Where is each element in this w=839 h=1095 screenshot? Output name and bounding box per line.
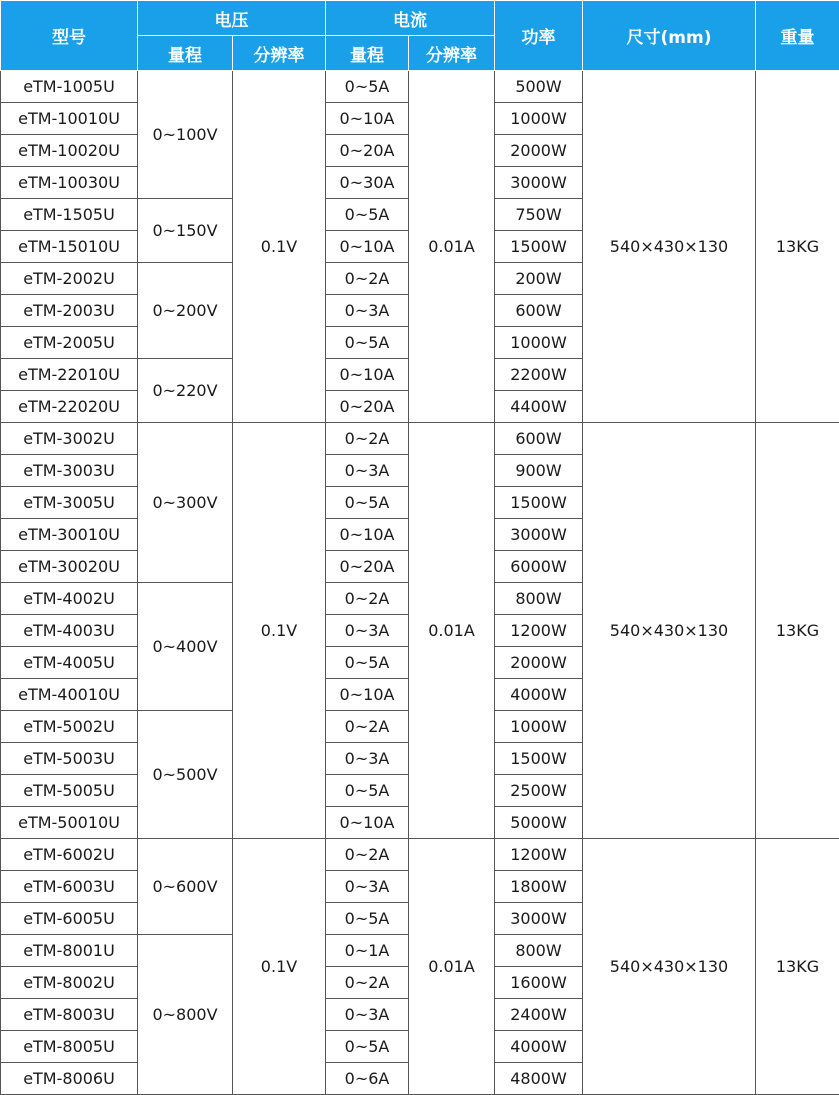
current-range-cell: 0~3A — [326, 871, 409, 903]
voltage-range-cell: 0~600V — [138, 839, 233, 935]
table-body — [1, 71, 839, 1095]
model-cell: eTM-8003U — [1, 999, 138, 1031]
weight-cell: 13KG — [756, 839, 839, 1095]
current-resolution-cell: 0.01A — [409, 839, 495, 1095]
power-cell: 1800W — [495, 871, 583, 903]
power-cell: 1500W — [495, 487, 583, 519]
model-cell: eTM-40010U — [1, 679, 138, 711]
power-cell: 4000W — [495, 679, 583, 711]
table-row — [1, 839, 839, 871]
model-cell: eTM-10010U — [1, 103, 138, 135]
header-weight: 重量 — [756, 1, 839, 71]
model-cell: eTM-2003U — [1, 295, 138, 327]
power-cell: 500W — [495, 71, 583, 103]
current-range-cell: 0~1A — [326, 935, 409, 967]
current-range-cell: 0~2A — [326, 583, 409, 615]
current-range-cell: 0~3A — [326, 743, 409, 775]
power-cell: 4800W — [495, 1063, 583, 1095]
power-cell: 5000W — [495, 807, 583, 839]
model-cell: eTM-4003U — [1, 615, 138, 647]
model-cell: eTM-50010U — [1, 807, 138, 839]
current-range-cell: 0~20A — [326, 135, 409, 167]
voltage-range-cell: 0~800V — [138, 935, 233, 1095]
power-cell: 2400W — [495, 999, 583, 1031]
power-cell: 3000W — [495, 903, 583, 935]
voltage-range-cell: 0~220V — [138, 359, 233, 423]
power-cell: 1200W — [495, 839, 583, 871]
power-cell: 1000W — [495, 103, 583, 135]
model-cell: eTM-6002U — [1, 839, 138, 871]
size-cell: 540×430×130 — [583, 423, 756, 839]
power-cell: 600W — [495, 423, 583, 455]
current-range-cell: 0~10A — [326, 807, 409, 839]
model-cell: eTM-15010U — [1, 231, 138, 263]
model-cell: eTM-2002U — [1, 263, 138, 295]
power-cell: 3000W — [495, 167, 583, 199]
table-row — [1, 423, 839, 455]
model-cell: eTM-1505U — [1, 199, 138, 231]
power-cell: 2000W — [495, 135, 583, 167]
voltage-range-cell: 0~400V — [138, 583, 233, 711]
current-range-cell: 0~5A — [326, 71, 409, 103]
power-cell: 1000W — [495, 711, 583, 743]
model-cell: eTM-10020U — [1, 135, 138, 167]
model-cell: eTM-5002U — [1, 711, 138, 743]
power-cell: 1500W — [495, 743, 583, 775]
model-cell: eTM-5003U — [1, 743, 138, 775]
power-cell: 900W — [495, 455, 583, 487]
model-cell: eTM-1005U — [1, 71, 138, 103]
current-range-cell: 0~5A — [326, 903, 409, 935]
weight-cell: 13KG — [756, 71, 839, 423]
voltage-range-cell: 0~300V — [138, 423, 233, 583]
power-cell: 1200W — [495, 615, 583, 647]
header-power: 功率 — [495, 1, 583, 71]
header-current-range: 量程 — [326, 36, 409, 71]
voltage-resolution-cell: 0.1V — [233, 839, 326, 1095]
voltage-range-cell: 0~100V — [138, 71, 233, 199]
current-range-cell: 0~5A — [326, 199, 409, 231]
current-resolution-cell: 0.01A — [409, 423, 495, 839]
header-current-resolution: 分辨率 — [409, 36, 495, 71]
current-range-cell: 0~5A — [326, 487, 409, 519]
current-range-cell: 0~5A — [326, 1031, 409, 1063]
current-resolution-cell: 0.01A — [409, 71, 495, 423]
table-row — [1, 71, 839, 103]
model-cell: eTM-4002U — [1, 583, 138, 615]
header-model: 型号 — [1, 1, 138, 71]
current-range-cell: 0~2A — [326, 711, 409, 743]
model-cell: eTM-30010U — [1, 519, 138, 551]
current-range-cell: 0~5A — [326, 775, 409, 807]
current-range-cell: 0~5A — [326, 647, 409, 679]
current-range-cell: 0~10A — [326, 359, 409, 391]
header-voltage-range: 量程 — [138, 36, 233, 71]
power-cell: 800W — [495, 583, 583, 615]
current-range-cell: 0~3A — [326, 295, 409, 327]
model-cell: eTM-6005U — [1, 903, 138, 935]
power-cell: 800W — [495, 935, 583, 967]
power-cell: 2000W — [495, 647, 583, 679]
header-voltage: 电压 — [138, 1, 326, 36]
current-range-cell: 0~30A — [326, 167, 409, 199]
voltage-resolution-cell: 0.1V — [233, 423, 326, 839]
model-cell: eTM-22010U — [1, 359, 138, 391]
current-range-cell: 0~20A — [326, 551, 409, 583]
current-range-cell: 0~20A — [326, 391, 409, 423]
current-range-cell: 0~5A — [326, 327, 409, 359]
model-cell: eTM-3003U — [1, 455, 138, 487]
model-cell: eTM-30020U — [1, 551, 138, 583]
current-range-cell: 0~6A — [326, 1063, 409, 1095]
header-row-top — [1, 1, 839, 36]
current-range-cell: 0~3A — [326, 999, 409, 1031]
voltage-range-cell: 0~500V — [138, 711, 233, 839]
weight-cell: 13KG — [756, 423, 839, 839]
current-range-cell: 0~10A — [326, 679, 409, 711]
current-range-cell: 0~2A — [326, 263, 409, 295]
power-cell: 750W — [495, 199, 583, 231]
power-cell: 4000W — [495, 1031, 583, 1063]
model-cell: eTM-5005U — [1, 775, 138, 807]
model-cell: eTM-8006U — [1, 1063, 138, 1095]
voltage-resolution-cell: 0.1V — [233, 71, 326, 423]
header-size: 尺寸(mm) — [583, 1, 756, 71]
voltage-range-cell: 0~200V — [138, 263, 233, 359]
model-cell: eTM-4005U — [1, 647, 138, 679]
power-cell: 600W — [495, 295, 583, 327]
header-voltage-resolution: 分辨率 — [233, 36, 326, 71]
power-cell: 2500W — [495, 775, 583, 807]
power-cell: 4400W — [495, 391, 583, 423]
current-range-cell: 0~10A — [326, 231, 409, 263]
table-header — [1, 1, 839, 71]
size-cell: 540×430×130 — [583, 839, 756, 1095]
voltage-range-cell: 0~150V — [138, 199, 233, 263]
power-cell: 2200W — [495, 359, 583, 391]
current-range-cell: 0~10A — [326, 519, 409, 551]
current-range-cell: 0~2A — [326, 967, 409, 999]
model-cell: eTM-8005U — [1, 1031, 138, 1063]
power-cell: 1600W — [495, 967, 583, 999]
power-cell: 3000W — [495, 519, 583, 551]
model-cell: eTM-6003U — [1, 871, 138, 903]
header-current: 电流 — [326, 1, 495, 36]
current-range-cell: 0~3A — [326, 455, 409, 487]
power-cell: 1000W — [495, 327, 583, 359]
current-range-cell: 0~2A — [326, 423, 409, 455]
model-cell: eTM-2005U — [1, 327, 138, 359]
model-cell: eTM-22020U — [1, 391, 138, 423]
model-cell: eTM-3005U — [1, 487, 138, 519]
power-cell: 1500W — [495, 231, 583, 263]
power-cell: 200W — [495, 263, 583, 295]
size-cell: 540×430×130 — [583, 71, 756, 423]
model-cell: eTM-8002U — [1, 967, 138, 999]
model-cell: eTM-10030U — [1, 167, 138, 199]
current-range-cell: 0~2A — [326, 839, 409, 871]
model-cell: eTM-3002U — [1, 423, 138, 455]
power-cell: 6000W — [495, 551, 583, 583]
current-range-cell: 0~10A — [326, 103, 409, 135]
current-range-cell: 0~3A — [326, 615, 409, 647]
model-cell: eTM-8001U — [1, 935, 138, 967]
